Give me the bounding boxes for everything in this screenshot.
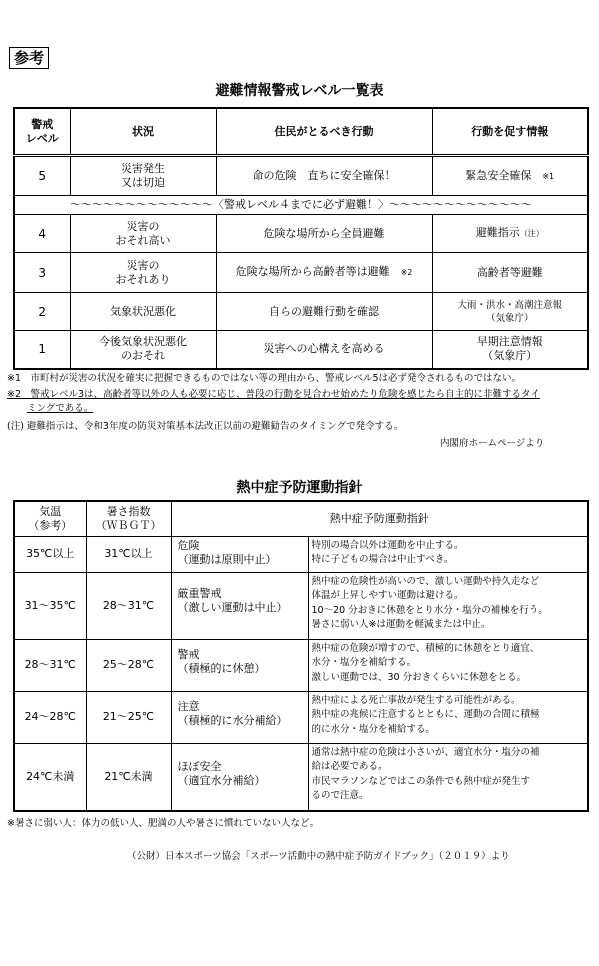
header-level: 警戒 レベル bbox=[14, 108, 70, 156]
temperature-cell: 24～28℃ bbox=[14, 691, 86, 743]
evacuation-table-title: 避難情報警戒レベル一覧表 bbox=[215, 83, 384, 99]
table-row bbox=[14, 743, 588, 811]
level-cell: 1 bbox=[14, 331, 70, 369]
temperature-cell: 28～31℃ bbox=[14, 639, 86, 691]
warning-band-row bbox=[14, 196, 588, 215]
info-text: 緊急安全確保 bbox=[465, 168, 532, 182]
action-cell: 命の危険 直ちに安全確保！ bbox=[216, 156, 432, 196]
situation-cell: 気象状況悪化 bbox=[70, 293, 216, 331]
guideline-desc-cell: 通常は熱中症の危険は小さいが、適宜水分・塩分の補 給は必要である。 市民マラソンなどではこの条件でも熱中症が発生す るので注意。 bbox=[308, 743, 588, 811]
header-guideline: 熱中症予防運動指針 bbox=[171, 501, 588, 536]
guideline-desc-cell: 熱中症の危険が増すので、積極的に休憩をとり適宜、 水分・塩分を補給する。 激しい運動では、30 分おきくらいに休憩をとる。 bbox=[308, 639, 588, 691]
temperature-cell: 24℃未満 bbox=[14, 743, 86, 811]
note-2-line1: ※2 警戒レベル3は、高齢者等以外の人も必要に応じ、普段の行動を見合わせ始めたり危険を感じたら自主的に非難するタイ bbox=[7, 389, 540, 400]
note-3: (注) 避難指示は、令和3年度の防災対策基本法改正以前の避難勧告のタイミングで発令する。 bbox=[7, 421, 404, 432]
reference-label: 参考 bbox=[9, 47, 49, 69]
temperature-cell: 31～35℃ bbox=[14, 572, 86, 639]
table-row bbox=[14, 572, 588, 639]
table-row bbox=[14, 293, 588, 331]
wbgt-cell: 21～25℃ bbox=[86, 691, 171, 743]
info-cell: 大雨・洪水・高潮注意報 （気象庁） bbox=[432, 293, 588, 331]
wbgt-cell: 28～31℃ bbox=[86, 572, 171, 639]
action-cell: 災害への心構えを高める bbox=[216, 331, 432, 369]
guideline-desc-cell: 特別の場合以外は運動を中止する。 特に子どもの場合は中止すべき。 bbox=[308, 536, 588, 572]
level-cell: 3 bbox=[14, 253, 70, 293]
wbgt-cell: 21℃未満 bbox=[86, 743, 171, 811]
table-header-row bbox=[14, 501, 588, 536]
heat-sensitive-note: ※暑さに弱い人：体力の低い人、肥満の人や暑さに慣れていない人など。 bbox=[7, 818, 319, 829]
level-cell: 4 bbox=[14, 215, 70, 253]
wbgt-cell: 25～28℃ bbox=[86, 639, 171, 691]
table-row bbox=[14, 691, 588, 743]
header-wbgt: 暑さ指数 （ＷＢＧＴ） bbox=[86, 501, 171, 536]
info-cell: 高齢者等避難 bbox=[432, 253, 588, 293]
situation-cell: 災害発生 又は切迫 bbox=[70, 156, 216, 196]
table-row bbox=[14, 253, 588, 293]
table-row bbox=[14, 639, 588, 691]
wbgt-cell: 31℃以上 bbox=[86, 536, 171, 572]
note-1: ※1 市町村が災害の状況を確実に把握できるものではない等の理由から、警戒レベル5は必ず発令されるものではない。 bbox=[7, 373, 522, 384]
info-cell bbox=[432, 156, 588, 196]
info-cell: 早期注意情報 （気象庁） bbox=[432, 331, 588, 369]
situation-cell: 災害の おそれ高い bbox=[70, 215, 216, 253]
table-row bbox=[14, 331, 588, 369]
header-temperature: 気温 （参考） bbox=[14, 501, 86, 536]
table-row bbox=[14, 536, 588, 572]
action-cell: 自らの避難行動を確認 bbox=[216, 293, 432, 331]
info-mark: ※1 bbox=[542, 171, 555, 181]
note-2-line2: ミングである。 bbox=[27, 403, 94, 414]
guideline-desc-cell: 熱中症による死亡事故が発生する可能性がある。 熱中症の兆候に注意するとともに、運動の合間に積極 的に水分・塩分を補給する。 bbox=[308, 691, 588, 743]
guideline-level-cell: 注意 （積極的に水分補給） bbox=[171, 691, 308, 743]
header-action: 住民がとるべき行動 bbox=[216, 108, 432, 156]
action-text: 危険な場所から高齢者等は避難 bbox=[235, 265, 390, 278]
evacuation-level-table bbox=[13, 107, 589, 370]
guideline-level-cell: 警戒 （積極的に休憩） bbox=[171, 639, 308, 691]
header-situation: 状況 bbox=[70, 108, 216, 156]
warning-band: ～～～～～～～～～～～～～〈警戒レベル４までに必ず避難！〉～～～～～～～～～～～～～ bbox=[14, 196, 588, 215]
info-cell bbox=[432, 215, 588, 253]
action-cell bbox=[216, 253, 432, 293]
action-cell: 危険な場所から全員避難 bbox=[216, 215, 432, 253]
level-cell: 5 bbox=[14, 156, 70, 196]
guideline-level-cell: 危険 （運動は原則中止） bbox=[171, 536, 308, 572]
guideline-level-cell: 厳重警戒 （激しい運動は中止） bbox=[171, 572, 308, 639]
header-info: 行動を促す情報 bbox=[432, 108, 588, 156]
table-header-row bbox=[14, 108, 588, 156]
source-cabinet-office: 内閣府ホームページより bbox=[440, 438, 545, 449]
info-mark: （注） bbox=[519, 229, 544, 238]
guideline-level-cell: ほぼ安全 （適宜水分補給） bbox=[171, 743, 308, 811]
heatstroke-table-title: 熱中症予防運動指針 bbox=[236, 480, 363, 496]
guideline-desc-cell: 熱中症の危険性が高いので、激しい運動や持久走など 体温が上昇しやすい運動は避ける。 10～20 分おきに休憩をとり水分・塩分の補棟を行う。 暑さに弱い人※は運動を軽減または中止。 bbox=[308, 572, 588, 639]
level-cell: 2 bbox=[14, 293, 70, 331]
action-mark: ※2 bbox=[400, 268, 413, 277]
table-row bbox=[14, 215, 588, 253]
temperature-cell: 35℃以上 bbox=[14, 536, 86, 572]
table-row bbox=[14, 156, 588, 196]
source-sports-association: （公財）日本スポーツ協会「スポーツ活動中の熱中症予防ガイドブック」（２０１９）より bbox=[127, 851, 510, 862]
info-text: 避難指示 bbox=[475, 226, 520, 239]
situation-cell: 今後気象状況悪化 のおそれ bbox=[70, 331, 216, 369]
situation-cell: 災害の おそれあり bbox=[70, 253, 216, 293]
heatstroke-guideline-table bbox=[13, 500, 589, 812]
